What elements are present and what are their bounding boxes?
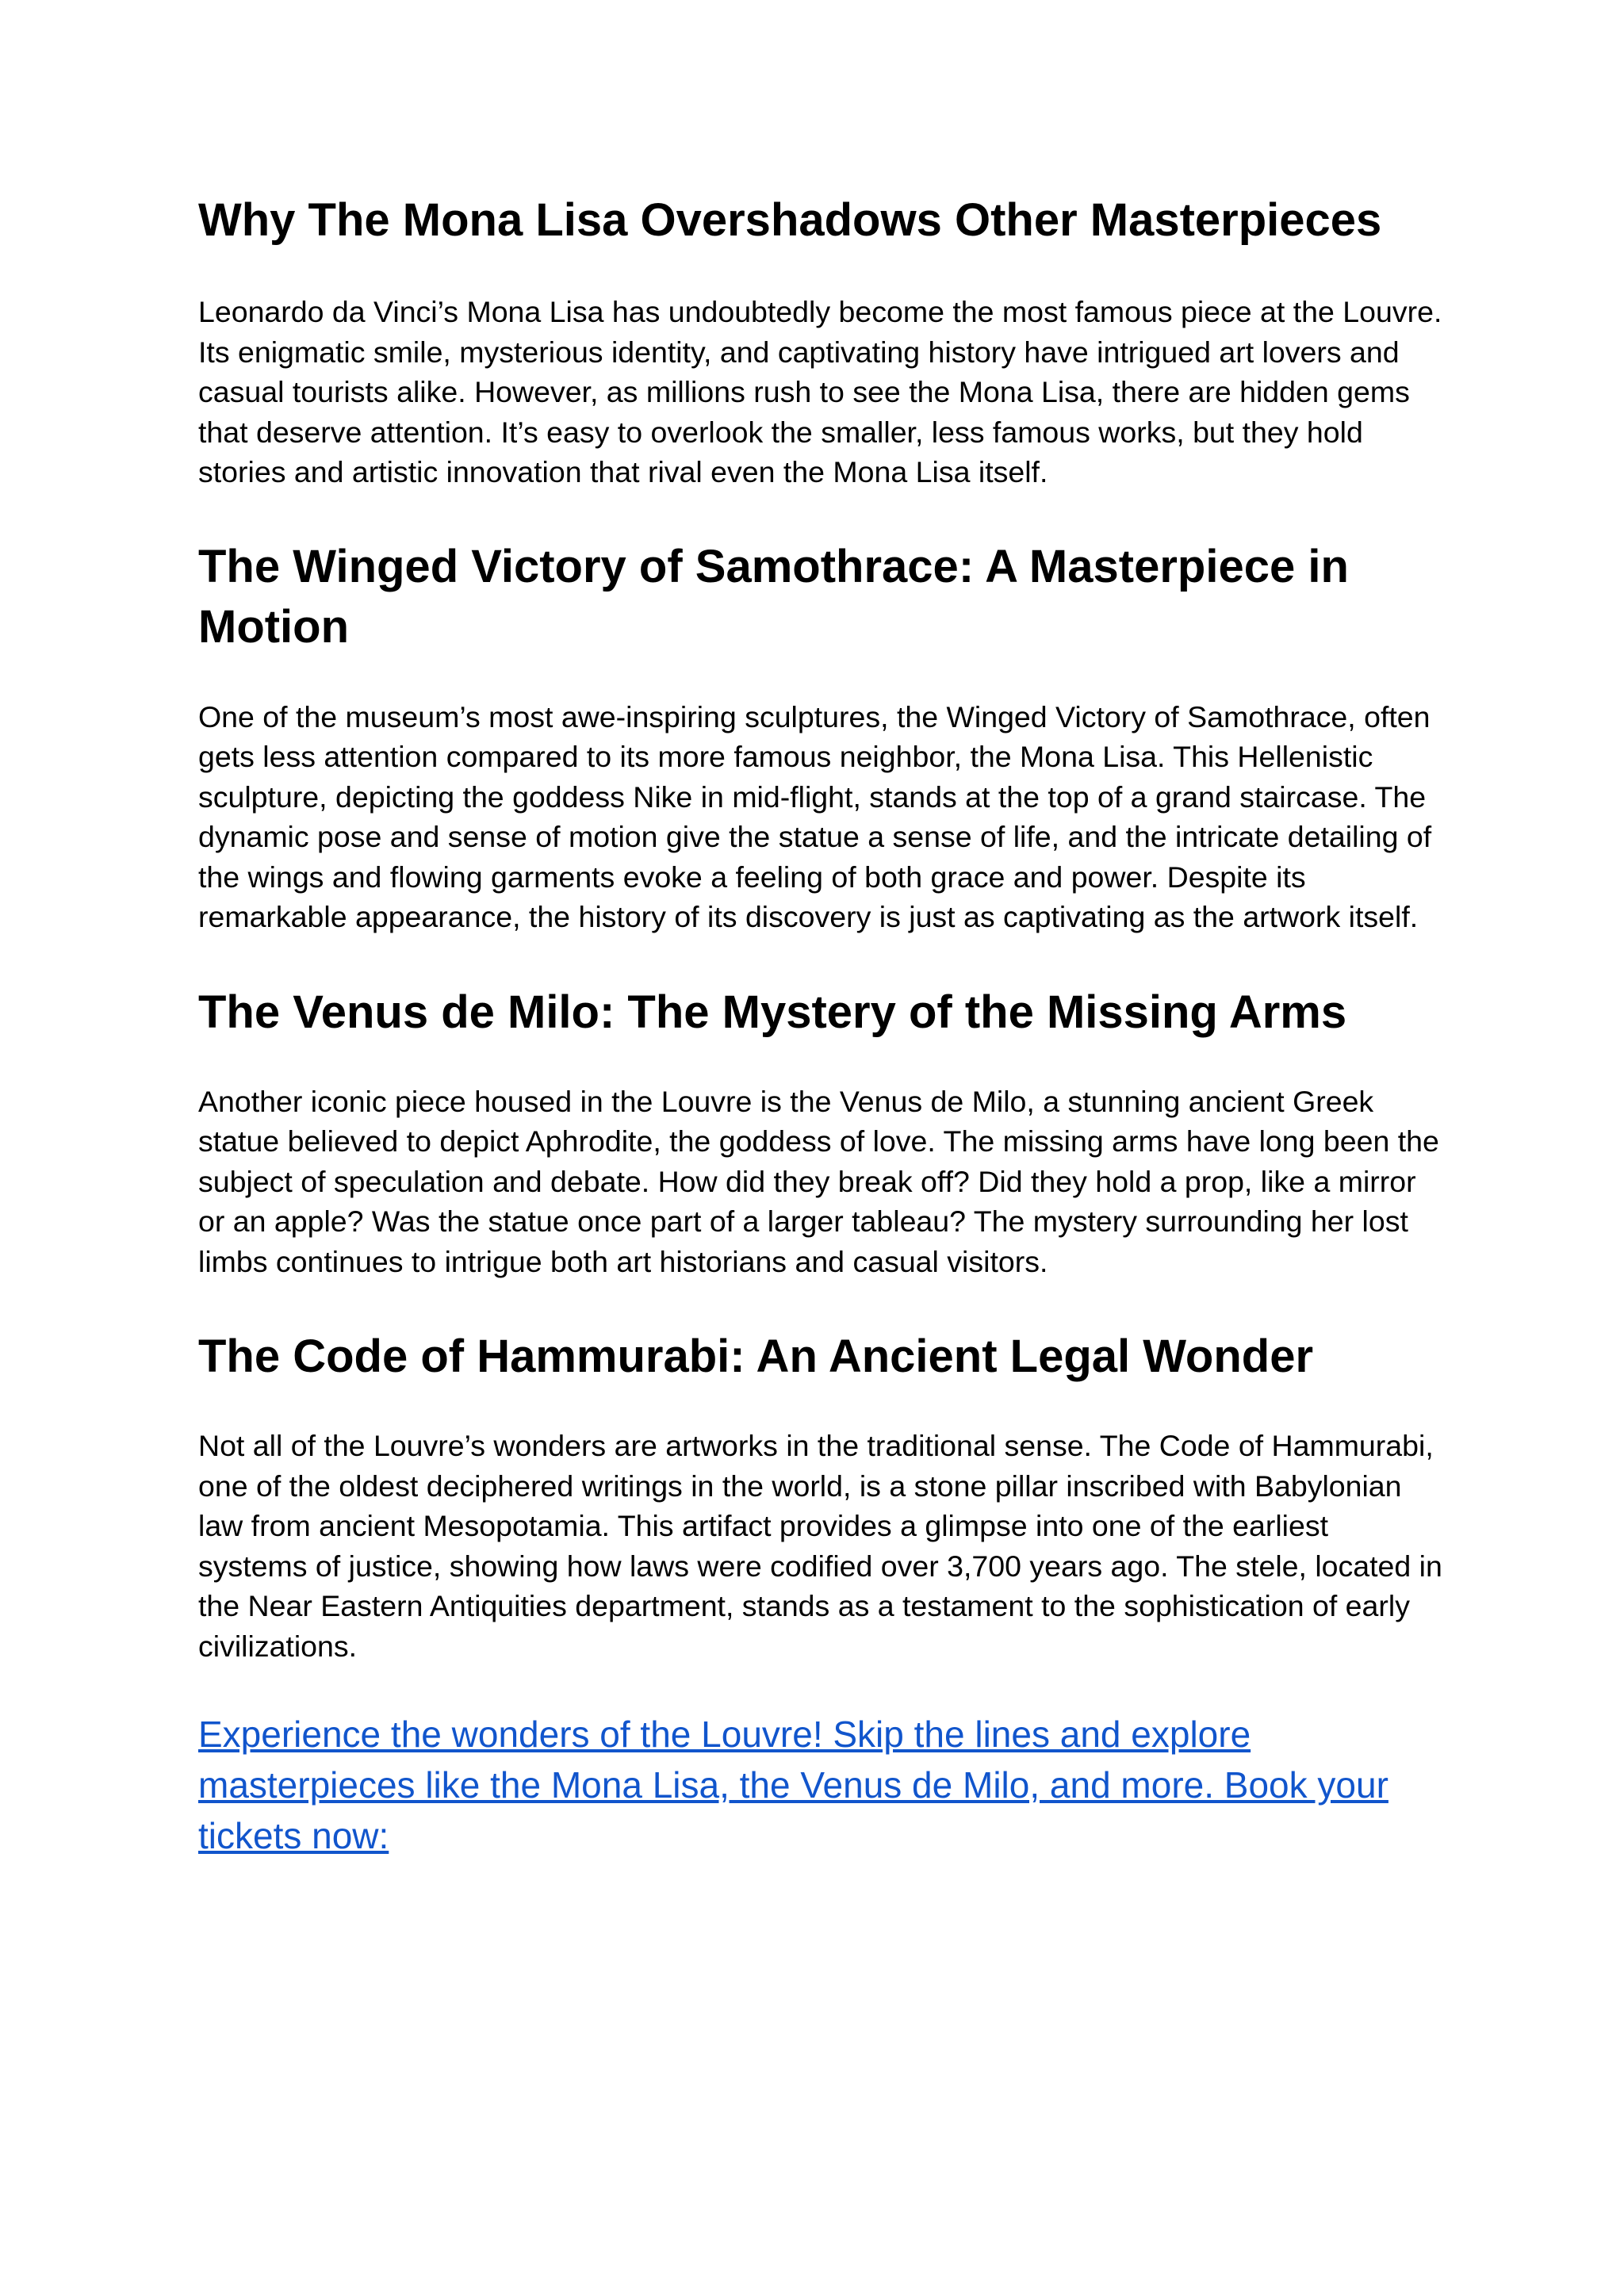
- section-body-venus-de-milo: Another iconic piece housed in the Louvre is the Venus de Milo, a stunning ancient Greek statue believed to depict Aphrodite, the goddess of love. The missing arms have long been the subject of speculation and debate. How did they break off? Did they hold a prop, like a mirror or an apple? Was the statue once part of a larger tableau? The mystery surrounding her lost limbs continues to intrigue both art historians and casual visitors.: [198, 1084, 1439, 1278]
- section-body-mona-lisa: Leonardo da Vinci’s Mona Lisa has undoubtedly become the most famous piece at the Louvre. Its enigmatic smile, mysterious identity, and captivating history have intrigued art lovers and casual tourists alike. However, as millions rush to see the Mona Lisa, there are hidden gems that deserve attention. It’s easy to overlook the smaller, less famous works, but they hold stories and artistic innovation that rival even the Mona Lisa itself.: [198, 295, 1442, 488]
- section-body-winged-victory: One of the museum’s most awe-inspiring sculptures, the Winged Victory of Samothrace, often gets less attention compared to its more famous neighbor, the Mona Lisa. This Hellenistic sculpture, depicting the goddess Nike in mid-flight, stands at the top of a grand staircase. The dynamic pose and sense of motion give the statue a sense of life, and the intricate detailing of the wings and flowing garments evoke a feeling of both grace and power. Despite its remarkable appearance, the history of its discovery is just as captivating as the artwork itself.: [198, 699, 1432, 933]
- book-tickets-link[interactable]: Experience the wonders of the Louvre! Skip the lines and explore masterpieces like the Mona Lisa, the Venus de Milo, and more. Book your tickets now:: [198, 1714, 1388, 1856]
- section-heading-code-of-hammurabi: The Code of Hammurabi: An Ancient Legal Wonder: [198, 1331, 1314, 1382]
- section-heading-mona-lisa: Why The Mona Lisa Overshadows Other Masterpieces: [198, 194, 1382, 246]
- section-heading-venus-de-milo: The Venus de Milo: The Mystery of the Missing Arms: [198, 986, 1347, 1038]
- section-body-code-of-hammurabi: Not all of the Louvre’s wonders are artworks in the traditional sense. The Code of Hammurabi, one of the oldest deciphered writings in the world, is a stone pillar inscribed with Babylonian law from ancient Mesopotamia. This artifact provides a glimpse into one of the earliest systems of justice, showing how laws were codified over 3,700 years ago. The stele, located in the Near Eastern Antiquities department, stands as a testament to the sophistication of early civilizations.: [198, 1429, 1442, 1663]
- section-heading-winged-victory: The Winged Victory of Samothrace: A Masterpiece in Motion: [198, 540, 1349, 653]
- document-page: [198, 190, 1443, 1861]
